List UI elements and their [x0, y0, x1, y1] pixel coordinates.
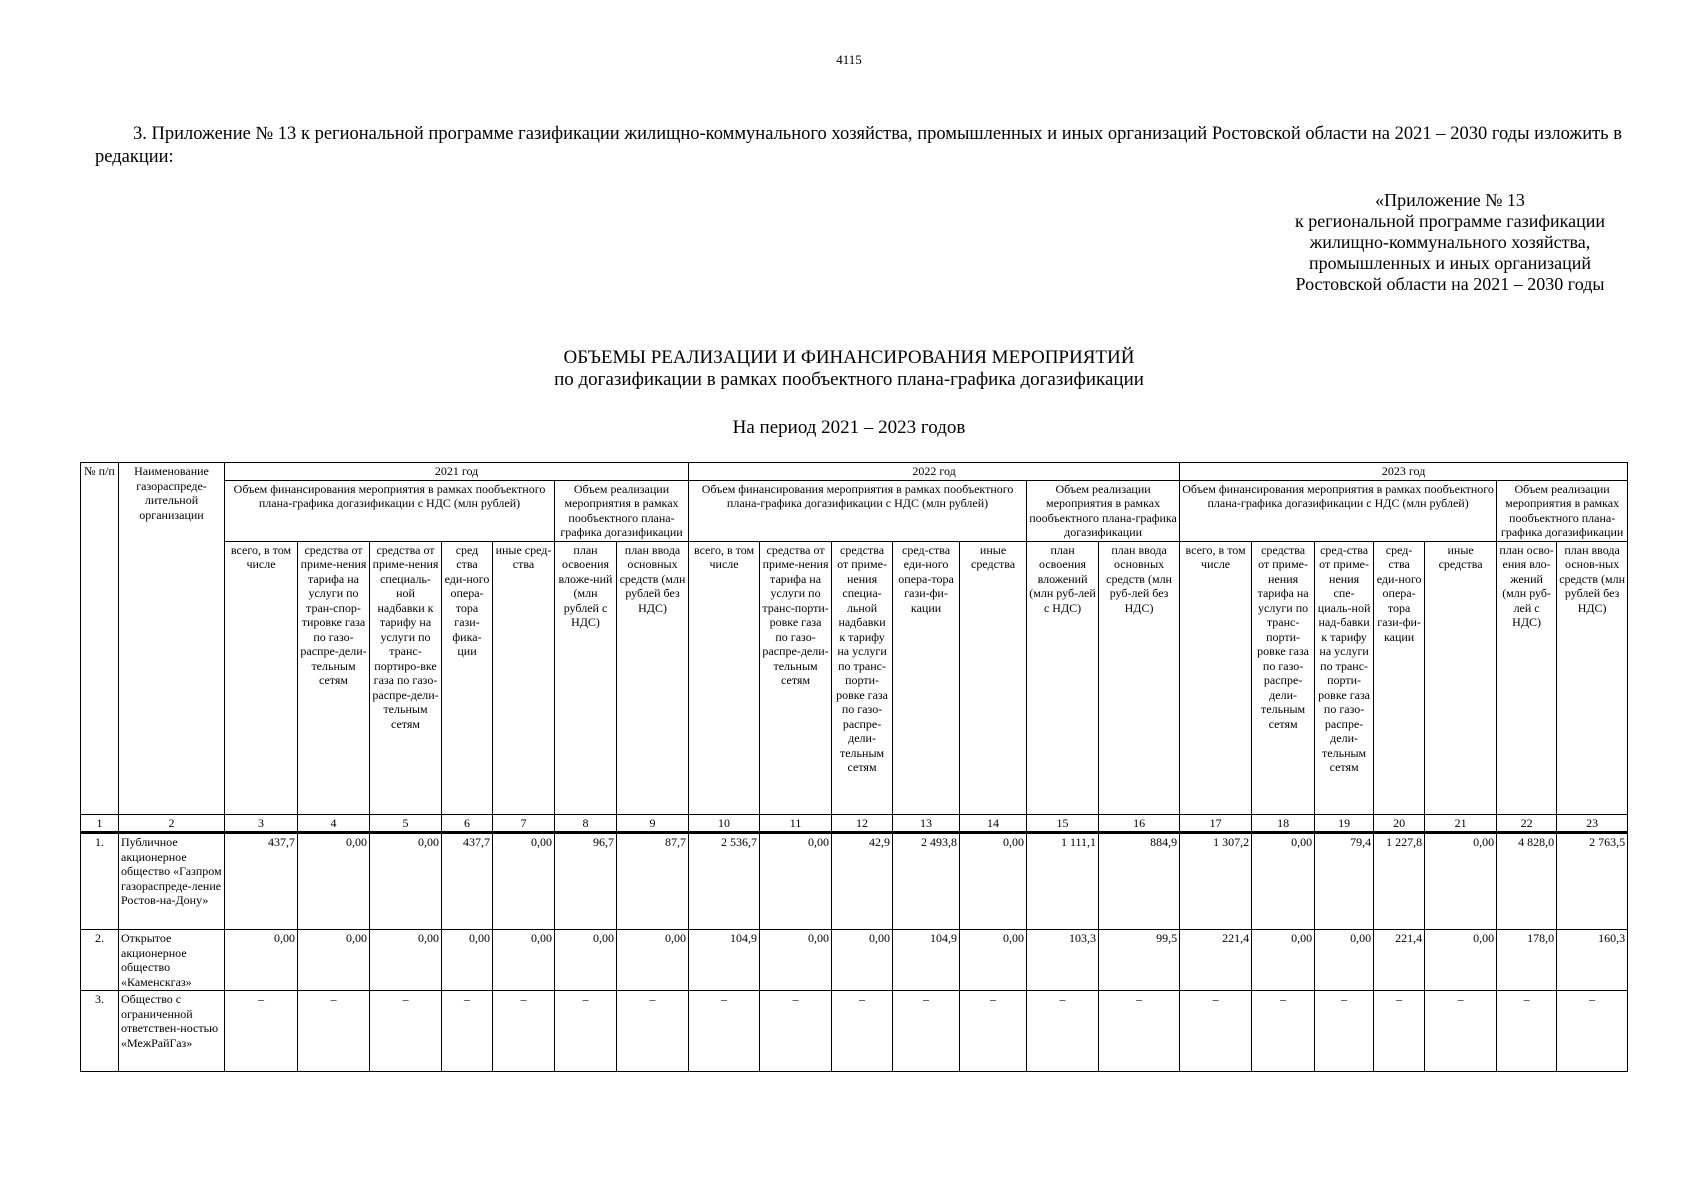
column-number-cell: 9 [617, 814, 689, 833]
value-cell: – [1374, 991, 1425, 1072]
value-cell: 79,4 [1315, 833, 1374, 930]
value-cell: – [442, 991, 493, 1072]
value-cell: 0,00 [442, 930, 493, 991]
column-number-row [81, 814, 1628, 833]
column-number-cell: 4 [298, 814, 370, 833]
value-cell: – [1425, 991, 1497, 1072]
subheader-cell: иные средства [1425, 541, 1497, 814]
appendix-line: промышленных и иных организаций [1308, 253, 1592, 273]
page-number: 4115 [836, 52, 862, 67]
subheader-cell: сред ства еди-ного опера-тора гази-фика-ции [442, 541, 493, 814]
group-financing-2023: Объем финансирования мероприятия в рамках пообъектного плана-графика догазификации с НДС (млн рублей) [1180, 480, 1497, 541]
value-cell: 178,0 [1497, 930, 1557, 991]
value-cell: 0,00 [760, 833, 832, 930]
table-row [81, 930, 1628, 991]
column-number-cell: 10 [689, 814, 760, 833]
value-cell: 99,5 [1099, 930, 1180, 991]
value-cell: – [1252, 991, 1315, 1072]
subheader-cell: всего, в том числе [689, 541, 760, 814]
value-cell: 103,3 [1027, 930, 1099, 991]
value-cell: 87,7 [617, 833, 689, 930]
value-cell: 0,00 [832, 930, 893, 991]
appendix-line: Ростовской области на 2021 – 2030 годы [1295, 274, 1605, 294]
column-number-cell: 19 [1315, 814, 1374, 833]
value-cell: 0,00 [960, 930, 1027, 991]
subheader-cell: всего, в том числе [1180, 541, 1252, 814]
value-cell: 0,00 [960, 833, 1027, 930]
value-cell: – [298, 991, 370, 1072]
value-cell: 2 493,8 [893, 833, 960, 930]
subheader-cell: план освоения вложений (млн руб-лей с НДС) [1027, 541, 1099, 814]
appendix-line: жилищно-коммунального хозяйства, [1309, 232, 1591, 252]
column-number-cell: 20 [1374, 814, 1425, 833]
value-cell: 221,4 [1180, 930, 1252, 991]
value-cell: 0,00 [1425, 930, 1497, 991]
subheader-cell: сред-ства еди-ного опера-тора гази-фи-кации [1374, 541, 1425, 814]
header-year-2022: 2022 год [689, 463, 1180, 481]
appendix-header [1250, 190, 1650, 295]
subheader-cell: план ввода основных средств (млн руб-лей без НДС) [1099, 541, 1180, 814]
header-year-2023: 2023 год [1180, 463, 1628, 481]
subheader-cell: план осво-ения вло-жений (млн руб-лей с НДС) [1497, 541, 1557, 814]
column-number-cell: 14 [960, 814, 1027, 833]
value-cell: – [555, 991, 617, 1072]
value-cell: 0,00 [370, 930, 442, 991]
value-cell: – [760, 991, 832, 1072]
value-cell: 0,00 [370, 833, 442, 930]
subheader-cell: план освоения вложе-ний (млн рублей с НДС) [555, 541, 617, 814]
table-row [81, 833, 1628, 930]
column-number-cell: 3 [225, 814, 298, 833]
value-cell: 0,00 [617, 930, 689, 991]
value-cell: 2 763,5 [1557, 833, 1628, 930]
column-number-cell: 15 [1027, 814, 1099, 833]
value-cell: – [832, 991, 893, 1072]
column-number-cell: 2 [119, 814, 225, 833]
value-cell: – [1315, 991, 1374, 1072]
column-number-cell: 12 [832, 814, 893, 833]
organization-name: Общество с ограниченной ответствен-ностью «МежРайГаз» [119, 991, 225, 1072]
value-cell: – [1557, 991, 1628, 1072]
value-cell: 104,9 [893, 930, 960, 991]
column-number-cell: 16 [1099, 814, 1180, 833]
value-cell: 104,9 [689, 930, 760, 991]
subheader-cell: сред-ства еди-ного опера-тора гази-фи-кации [893, 541, 960, 814]
row-index: 1. [81, 833, 119, 930]
subheader-cell: всего, в том числе [225, 541, 298, 814]
value-cell: – [1497, 991, 1557, 1072]
subheader-cell: средства от приме-нения специаль-ной надбавки к тарифу на услуги по транс-портиро-вке газа по газо-распре-дели-тельным сетям [370, 541, 442, 814]
subheader-cell: иные средства [960, 541, 1027, 814]
header-organization: Наименование газораспреде-лительной организации [119, 463, 225, 815]
value-cell: 160,3 [1557, 930, 1628, 991]
value-cell: 2 536,7 [689, 833, 760, 930]
value-cell: 0,00 [1315, 930, 1374, 991]
column-number-cell: 22 [1497, 814, 1557, 833]
organization-name: Открытое акционерное общество «Каменскгаз» [119, 930, 225, 991]
value-cell: – [493, 991, 555, 1072]
column-number-cell: 6 [442, 814, 493, 833]
value-cell: 1 307,2 [1180, 833, 1252, 930]
value-cell: – [1027, 991, 1099, 1072]
intro-paragraph [95, 123, 1622, 169]
appendix-line: «Приложение № 13 [1375, 190, 1525, 210]
header-number: № п/п [81, 463, 119, 815]
value-cell: – [960, 991, 1027, 1072]
subheader-cell: иные сред-ства [493, 541, 555, 814]
column-number-cell: 18 [1252, 814, 1315, 833]
title-line-2: по догазификации в рамках пообъектного плана-графика догазификации [554, 369, 1144, 390]
value-cell: 0,00 [1252, 930, 1315, 991]
subheader-cell: сред-ства от приме-нения спе-циаль-ной над-бавки к тарифу на услуги по транс-порти-ровке газа по газо-распре-дели-тельным сетям [1315, 541, 1374, 814]
table-row [81, 991, 1628, 1072]
subheader-row [81, 541, 1628, 814]
value-cell: – [1099, 991, 1180, 1072]
document-period: На период 2021 – 2023 годов [732, 417, 966, 438]
intro-text: 3. Приложение № 13 к региональной программе газификации жилищно-коммунального хозяйства, промышленных и иных организаций Ростовской области на 2021 – 2030 годы изложить в редакции: [95, 124, 1622, 167]
financing-table [80, 462, 1628, 1072]
value-cell: 437,7 [225, 833, 298, 930]
value-cell: 0,00 [493, 930, 555, 991]
subheader-cell: план ввода основных средств (млн рублей без НДС) [617, 541, 689, 814]
column-number-cell: 21 [1425, 814, 1497, 833]
value-cell: 1 227,8 [1374, 833, 1425, 930]
column-number-cell: 7 [493, 814, 555, 833]
value-cell: 0,00 [225, 930, 298, 991]
group-realization-2021: Объем реализации мероприятия в рамках пообъектного плана-графика догазификации [555, 480, 689, 541]
value-cell: 0,00 [493, 833, 555, 930]
value-cell: 0,00 [298, 930, 370, 991]
appendix-line: к региональной программе газификации [1294, 211, 1606, 231]
value-cell: 0,00 [298, 833, 370, 930]
column-number-cell: 8 [555, 814, 617, 833]
column-number-cell: 5 [370, 814, 442, 833]
group-realization-2022: Объем реализации мероприятия в рамках пообъектного плана-графика догазификации [1027, 480, 1180, 541]
value-cell: 4 828,0 [1497, 833, 1557, 930]
value-cell: 884,9 [1099, 833, 1180, 930]
table-body [81, 833, 1628, 1072]
subheader-cell: средства от приме-нения тарифа на услуги по транс-порти-ровке газа по газо-распре-дели-тельным сетям [760, 541, 832, 814]
value-cell: 0,00 [1252, 833, 1315, 930]
value-cell: 437,7 [442, 833, 493, 930]
value-cell: 0,00 [555, 930, 617, 991]
column-number-cell: 1 [81, 814, 119, 833]
column-number-cell: 13 [893, 814, 960, 833]
value-cell: 1 111,1 [1027, 833, 1099, 930]
value-cell: – [893, 991, 960, 1072]
group-financing-2022: Объем финансирования мероприятия в рамках пообъектного плана-графика догазификации с НДС (млн рублей) [689, 480, 1027, 541]
value-cell: 42,9 [832, 833, 893, 930]
value-cell: 0,00 [1425, 833, 1497, 930]
document-title [0, 347, 1698, 391]
column-number-cell: 23 [1557, 814, 1628, 833]
column-number-cell: 17 [1180, 814, 1252, 833]
subheader-cell: план ввода основ-ных средств (млн рублей без НДС) [1557, 541, 1628, 814]
value-cell: – [689, 991, 760, 1072]
value-cell: 96,7 [555, 833, 617, 930]
row-index: 3. [81, 991, 119, 1072]
group-realization-2023: Объем реализации мероприятия в рамках пообъектного плана-графика догазификации [1497, 480, 1628, 541]
value-cell: – [370, 991, 442, 1072]
title-line-1: ОБЪЕМЫ РЕАЛИЗАЦИИ И ФИНАНСИРОВАНИЯ МЕРОПРИЯТИЙ [563, 347, 1135, 368]
subheader-cell: средства от приме-нения тарифа на услуги по тран-спор-тировке газа по газо-распре-дели-тельным сетям [298, 541, 370, 814]
value-cell: – [617, 991, 689, 1072]
column-number-cell: 11 [760, 814, 832, 833]
header-year-2021: 2021 год [225, 463, 689, 481]
subheader-cell: средства от приме-нения тарифа на услуги по транс-порти-ровке газа по газо-распре-дели-тельным сетям [1252, 541, 1315, 814]
organization-name: Публичное акционерное общество «Газпром газораспреде-ление Ростов-на-Дону» [119, 833, 225, 930]
value-cell: 0,00 [760, 930, 832, 991]
subheader-cell: средства от приме-нения специа-льной надбавки к тарифу на услуги по транс-порти-ровке газа по газо-распре-дели-тельным сетям [832, 541, 893, 814]
value-cell: – [1180, 991, 1252, 1072]
value-cell: – [225, 991, 298, 1072]
group-financing-2021: Объем финансирования мероприятия в рамках пообъектного плана-графика догазификации с НДС (млн рублей) [225, 480, 555, 541]
value-cell: 221,4 [1374, 930, 1425, 991]
row-index: 2. [81, 930, 119, 991]
